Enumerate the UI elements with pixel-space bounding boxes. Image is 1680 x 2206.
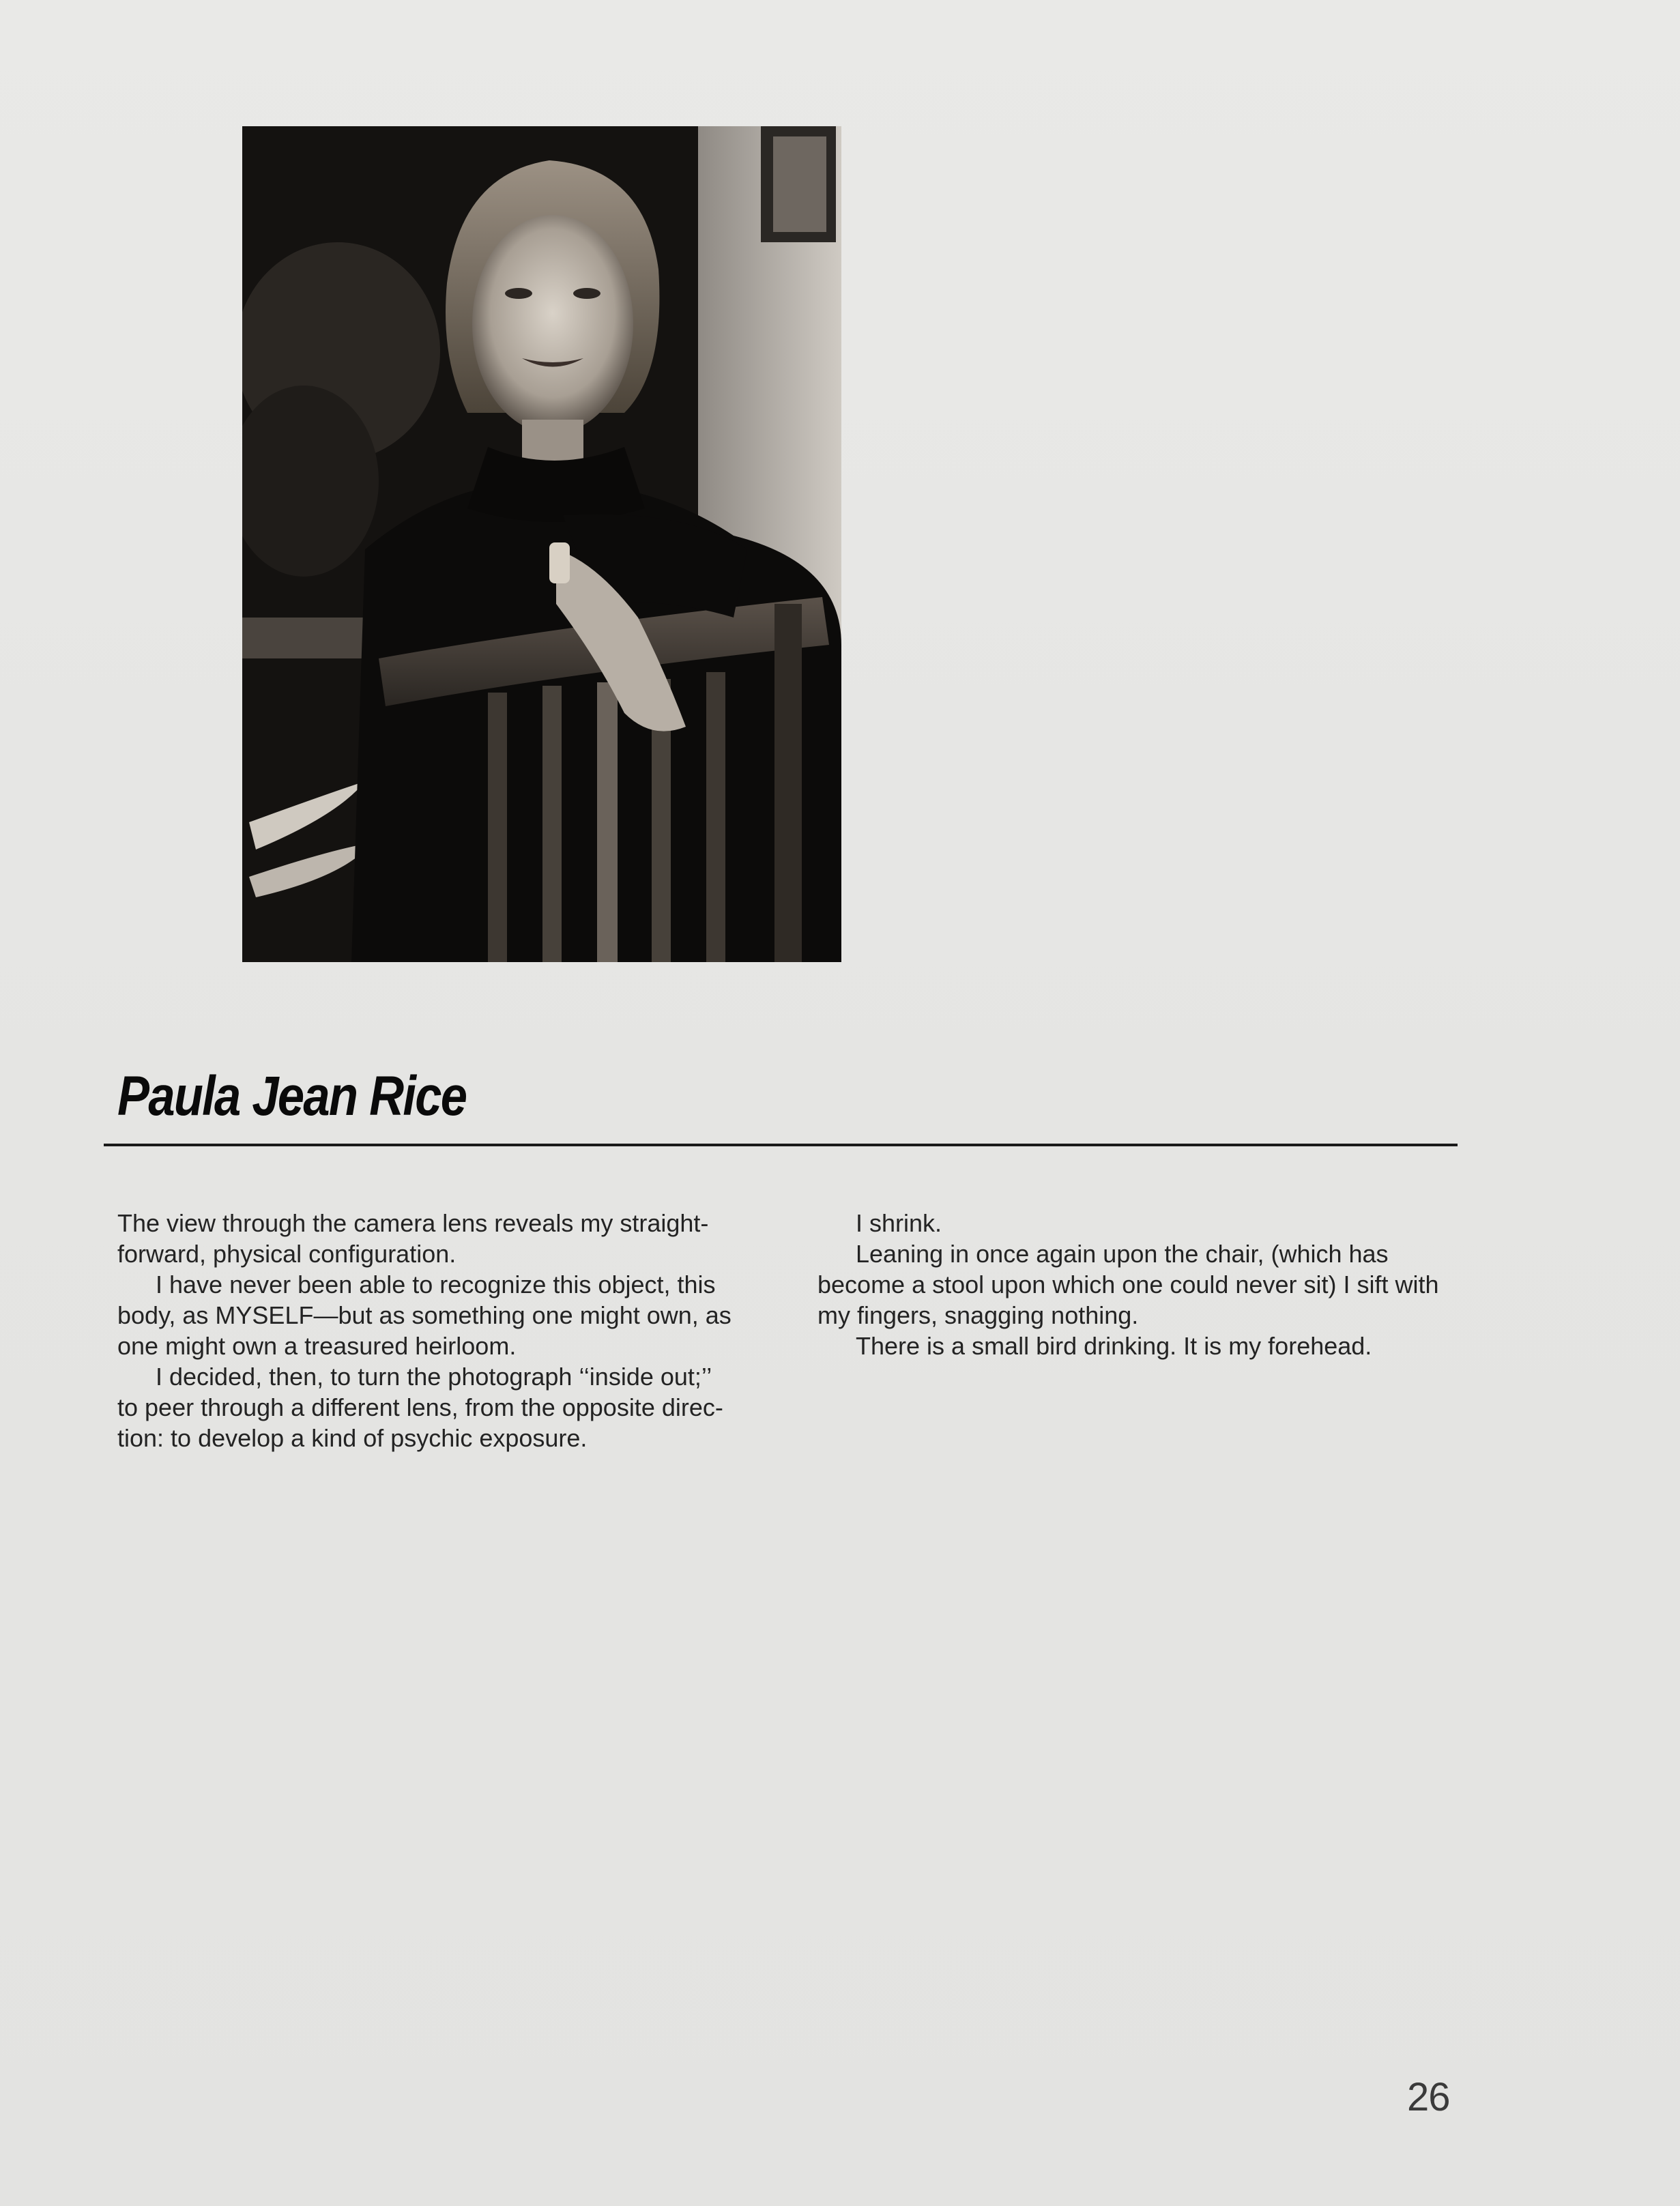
author-name-heading: Paula Jean Rice xyxy=(117,1065,467,1127)
portrait-photo xyxy=(242,126,841,962)
essay-left-column xyxy=(117,1208,752,1453)
essay-line: become a stool upon which one could never sit) I sift with xyxy=(817,1271,1439,1298)
essay-line: The view through the camera lens reveals my straight- xyxy=(117,1209,709,1237)
essay-line: Leaning in once again upon the chair, (which has xyxy=(856,1240,1389,1268)
heading-divider xyxy=(104,1144,1458,1146)
page-number: 26 xyxy=(1407,2075,1450,2119)
essay-right-column xyxy=(817,1208,1459,1361)
essay-line: I decided, then, to turn the photograph ‘‘inside out;’’ xyxy=(156,1363,712,1391)
essay-line: to peer through a different lens, from the opposite direc- xyxy=(117,1393,723,1421)
essay-line: tion: to develop a kind of psychic exposure. xyxy=(117,1424,588,1452)
essay-line: I shrink. xyxy=(856,1209,942,1237)
essay-line: I have never been able to recognize this object, this xyxy=(156,1271,716,1298)
essay-line: forward, physical configuration. xyxy=(117,1240,457,1268)
essay-line: one might own a treasured heirloom. xyxy=(117,1332,517,1360)
essay-line: body, as MYSELF—but as something one might own, as xyxy=(117,1301,732,1329)
essay-line: my fingers, snagging nothing. xyxy=(817,1301,1139,1329)
portrait-photo-illustration xyxy=(242,126,841,962)
essay-line: There is a small bird drinking. It is my forehead. xyxy=(856,1332,1372,1360)
